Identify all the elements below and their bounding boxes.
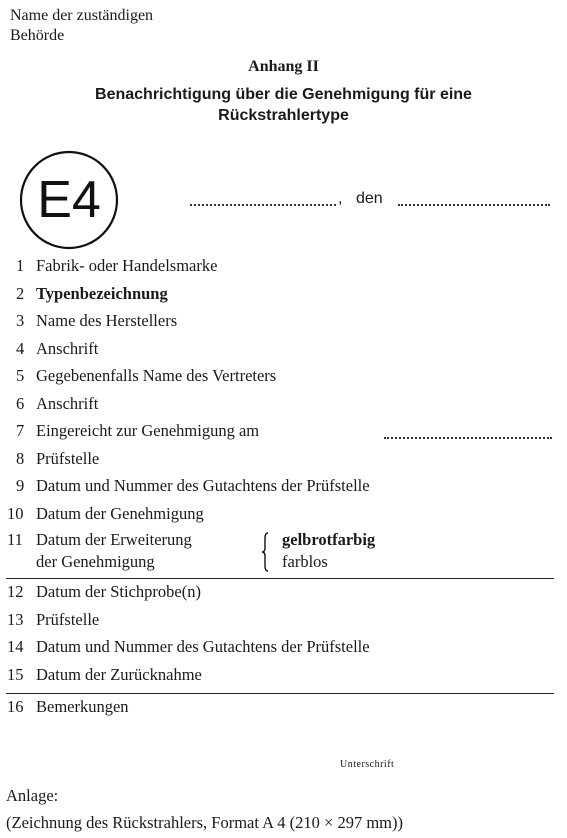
item-number: 2 (16, 283, 25, 303)
list-item (0, 363, 567, 391)
authority-line-2: Behörde (10, 27, 65, 44)
item-number: 6 (16, 393, 25, 413)
item-number: 10 (7, 503, 24, 523)
item-number: 13 (7, 609, 24, 629)
attachment-label: Anlage: (6, 786, 59, 805)
item-label: Prüfstelle (36, 448, 100, 468)
brace-icon (262, 532, 278, 572)
item-number: 3 (16, 311, 25, 330)
item-label: Anschrift (36, 338, 99, 358)
item-label: Fabrik- oder Handelsmarke (36, 256, 218, 275)
attachment-description: (Zeichnung des Rückstrahlers, Format A 4 (210 × 297 mm)) (6, 813, 403, 832)
list-item (0, 446, 567, 474)
authority-line-1: Name der zuständigen (10, 7, 154, 24)
item-number: 5 (16, 366, 25, 385)
item-label: Datum der Stichprobe(n) (36, 582, 201, 601)
form-items (0, 253, 567, 722)
item-number: 8 (16, 448, 25, 468)
list-item (0, 579, 567, 607)
place-date-line (190, 190, 560, 212)
item-label: Datum und Nummer des Gutachtens der Prüfstelle (36, 637, 370, 656)
list-item (0, 662, 567, 690)
item-number: 14 (7, 637, 24, 656)
list-item (0, 634, 567, 662)
list-item (0, 607, 567, 635)
item-label: Anschrift (36, 393, 99, 413)
item-number: 4 (16, 338, 25, 358)
heading-line-2: Rückstrahlertype (218, 107, 349, 124)
item-label: Name des Herstellers (36, 311, 178, 330)
item-number: 16 (7, 697, 24, 716)
signature-label: Unterschrift (340, 759, 395, 770)
item-label: Prüfstelle (36, 609, 100, 629)
list-item (0, 281, 567, 309)
item-number: 12 (7, 582, 24, 601)
item-label: Datum der Zurücknahme (36, 664, 202, 684)
item-label: Datum der Genehmigung (36, 503, 204, 523)
list-item-remarks (0, 694, 567, 722)
list-item-extension (0, 528, 567, 578)
list-item (0, 391, 567, 419)
item-label-line-1: Datum der Erweiterung (36, 530, 192, 549)
submission-date-blank-field[interactable] (384, 437, 552, 439)
approval-mark-e4-icon (18, 149, 120, 251)
option-red-yellow: gelbrotfarbig (282, 530, 376, 549)
item-number: 7 (16, 421, 25, 440)
list-item (0, 473, 567, 501)
list-item (0, 501, 567, 529)
form-heading (0, 84, 567, 126)
list-item (0, 308, 567, 336)
item-label-line-2: der Genehmigung (36, 552, 155, 571)
item-number: 11 (7, 530, 23, 549)
approval-mark-text: E4 (37, 171, 101, 229)
place-comma: , (338, 190, 343, 207)
item-label: Typenbezeichnung (36, 283, 168, 303)
heading-line-1: Benachrichtigung über die Genehmigung für eine (95, 86, 472, 103)
item-label: Eingereicht zur Genehmigung am (36, 421, 260, 440)
option-colourless: farblos (282, 552, 328, 571)
list-item (0, 336, 567, 364)
den-label: den (356, 190, 383, 207)
item-number: 15 (7, 664, 24, 684)
attachment (6, 782, 403, 836)
date-blank-field[interactable] (398, 204, 550, 206)
item-label: Bemerkungen (36, 697, 129, 716)
list-item (0, 418, 567, 446)
item-label: Datum und Nummer des Gutachtens der Prüfstelle (36, 476, 370, 495)
competent-authority-name (10, 6, 153, 46)
item-label: Gegebenenfalls Name des Vertreters (36, 366, 277, 385)
item-number: 1 (16, 256, 25, 275)
annex-title: Anhang II (248, 58, 319, 75)
list-item (0, 253, 567, 281)
item-number: 9 (16, 476, 25, 495)
place-blank-field[interactable] (190, 204, 336, 206)
